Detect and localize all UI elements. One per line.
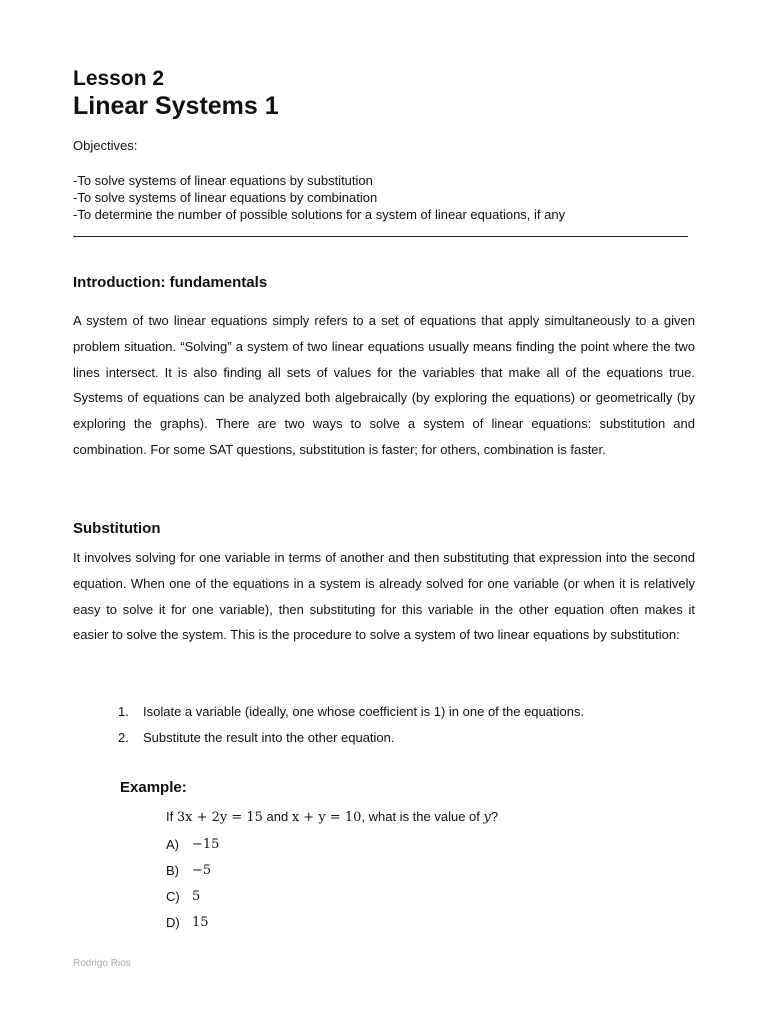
substitution-paragraph: It involves solving for one variable in terms of another and then substituting that expression into the second equation. When one of the equations in a system is already solved for one variable (or when it is relatively easy to solve it for one variable), then substituting for this variable in the other equation often makes it easier to solve the system. This is the procedure to solve a system of two linear equations by substitution:	[73, 550, 695, 643]
introduction-paragraph: A system of two linear equations simply refers to a set of equations that apply simultaneously to a given problem situation. “Solving” a system of two linear equations usually means finding the point where the two lines intersect. It is also finding all sets of values for the variables that make all of the equations true. Systems of equations can be analyzed both algebraically (by exploring the equations) or geometrically (by exploring the graphs). There are two ways to solve a system of linear equations: substitution and combination. For some SAT questions, substitution is faster; for others, combination is faster.	[73, 313, 695, 457]
choice-letter: B)	[166, 863, 179, 878]
choice-letter: D)	[166, 915, 180, 930]
example-question	[166, 808, 498, 827]
objectives-label: Objectives:	[73, 138, 138, 153]
choice-item	[166, 910, 219, 936]
substitution-steps	[118, 699, 584, 751]
choice-value: 15	[192, 915, 209, 930]
section-divider	[73, 236, 688, 237]
step-number: 2.	[118, 730, 129, 745]
question-middle: and	[262, 809, 292, 824]
example-heading: Example:	[120, 779, 187, 796]
question-variable	[484, 810, 491, 825]
choice-value: −15	[192, 837, 220, 852]
footer-author: Rodrigo Rios	[73, 958, 131, 969]
choice-value: 5	[192, 889, 201, 904]
choice-item	[166, 858, 219, 884]
lesson-number: Lesson 2	[73, 67, 165, 90]
substitution-heading: Substitution	[73, 520, 161, 537]
question-end: ?	[490, 809, 499, 824]
variable-y: y	[483, 810, 491, 825]
objective-item: -To solve systems of linear equations by substitution	[73, 173, 373, 188]
choice-letter: C)	[166, 889, 180, 904]
objective-item: -To determine the number of possible solutions for a system of linear equations, if any	[73, 207, 566, 222]
objectives-list	[73, 172, 565, 223]
step-number: 1.	[118, 704, 129, 719]
step-item	[118, 699, 584, 725]
question-suffix: , what is the value of	[361, 809, 484, 824]
objective-item: -To solve systems of linear equations by combination	[73, 190, 378, 205]
question-prefix: If	[166, 809, 177, 824]
choice-letter: A)	[166, 837, 179, 852]
step-item	[118, 725, 584, 751]
choice-value: −5	[192, 863, 212, 878]
lesson-title: Linear Systems 1	[73, 92, 279, 120]
choice-item	[166, 884, 219, 910]
step-text: Isolate a variable (ideally, one whose coefficient is 1) in one of the equations.	[143, 704, 585, 719]
equation-2: x + y = 10	[291, 810, 362, 825]
answer-choices	[166, 832, 219, 936]
equation-1: 3x + 2y = 15	[176, 810, 263, 825]
step-text: Substitute the result into the other equation.	[143, 730, 395, 745]
introduction-heading: Introduction: fundamentals	[73, 274, 268, 291]
choice-item	[166, 832, 219, 858]
